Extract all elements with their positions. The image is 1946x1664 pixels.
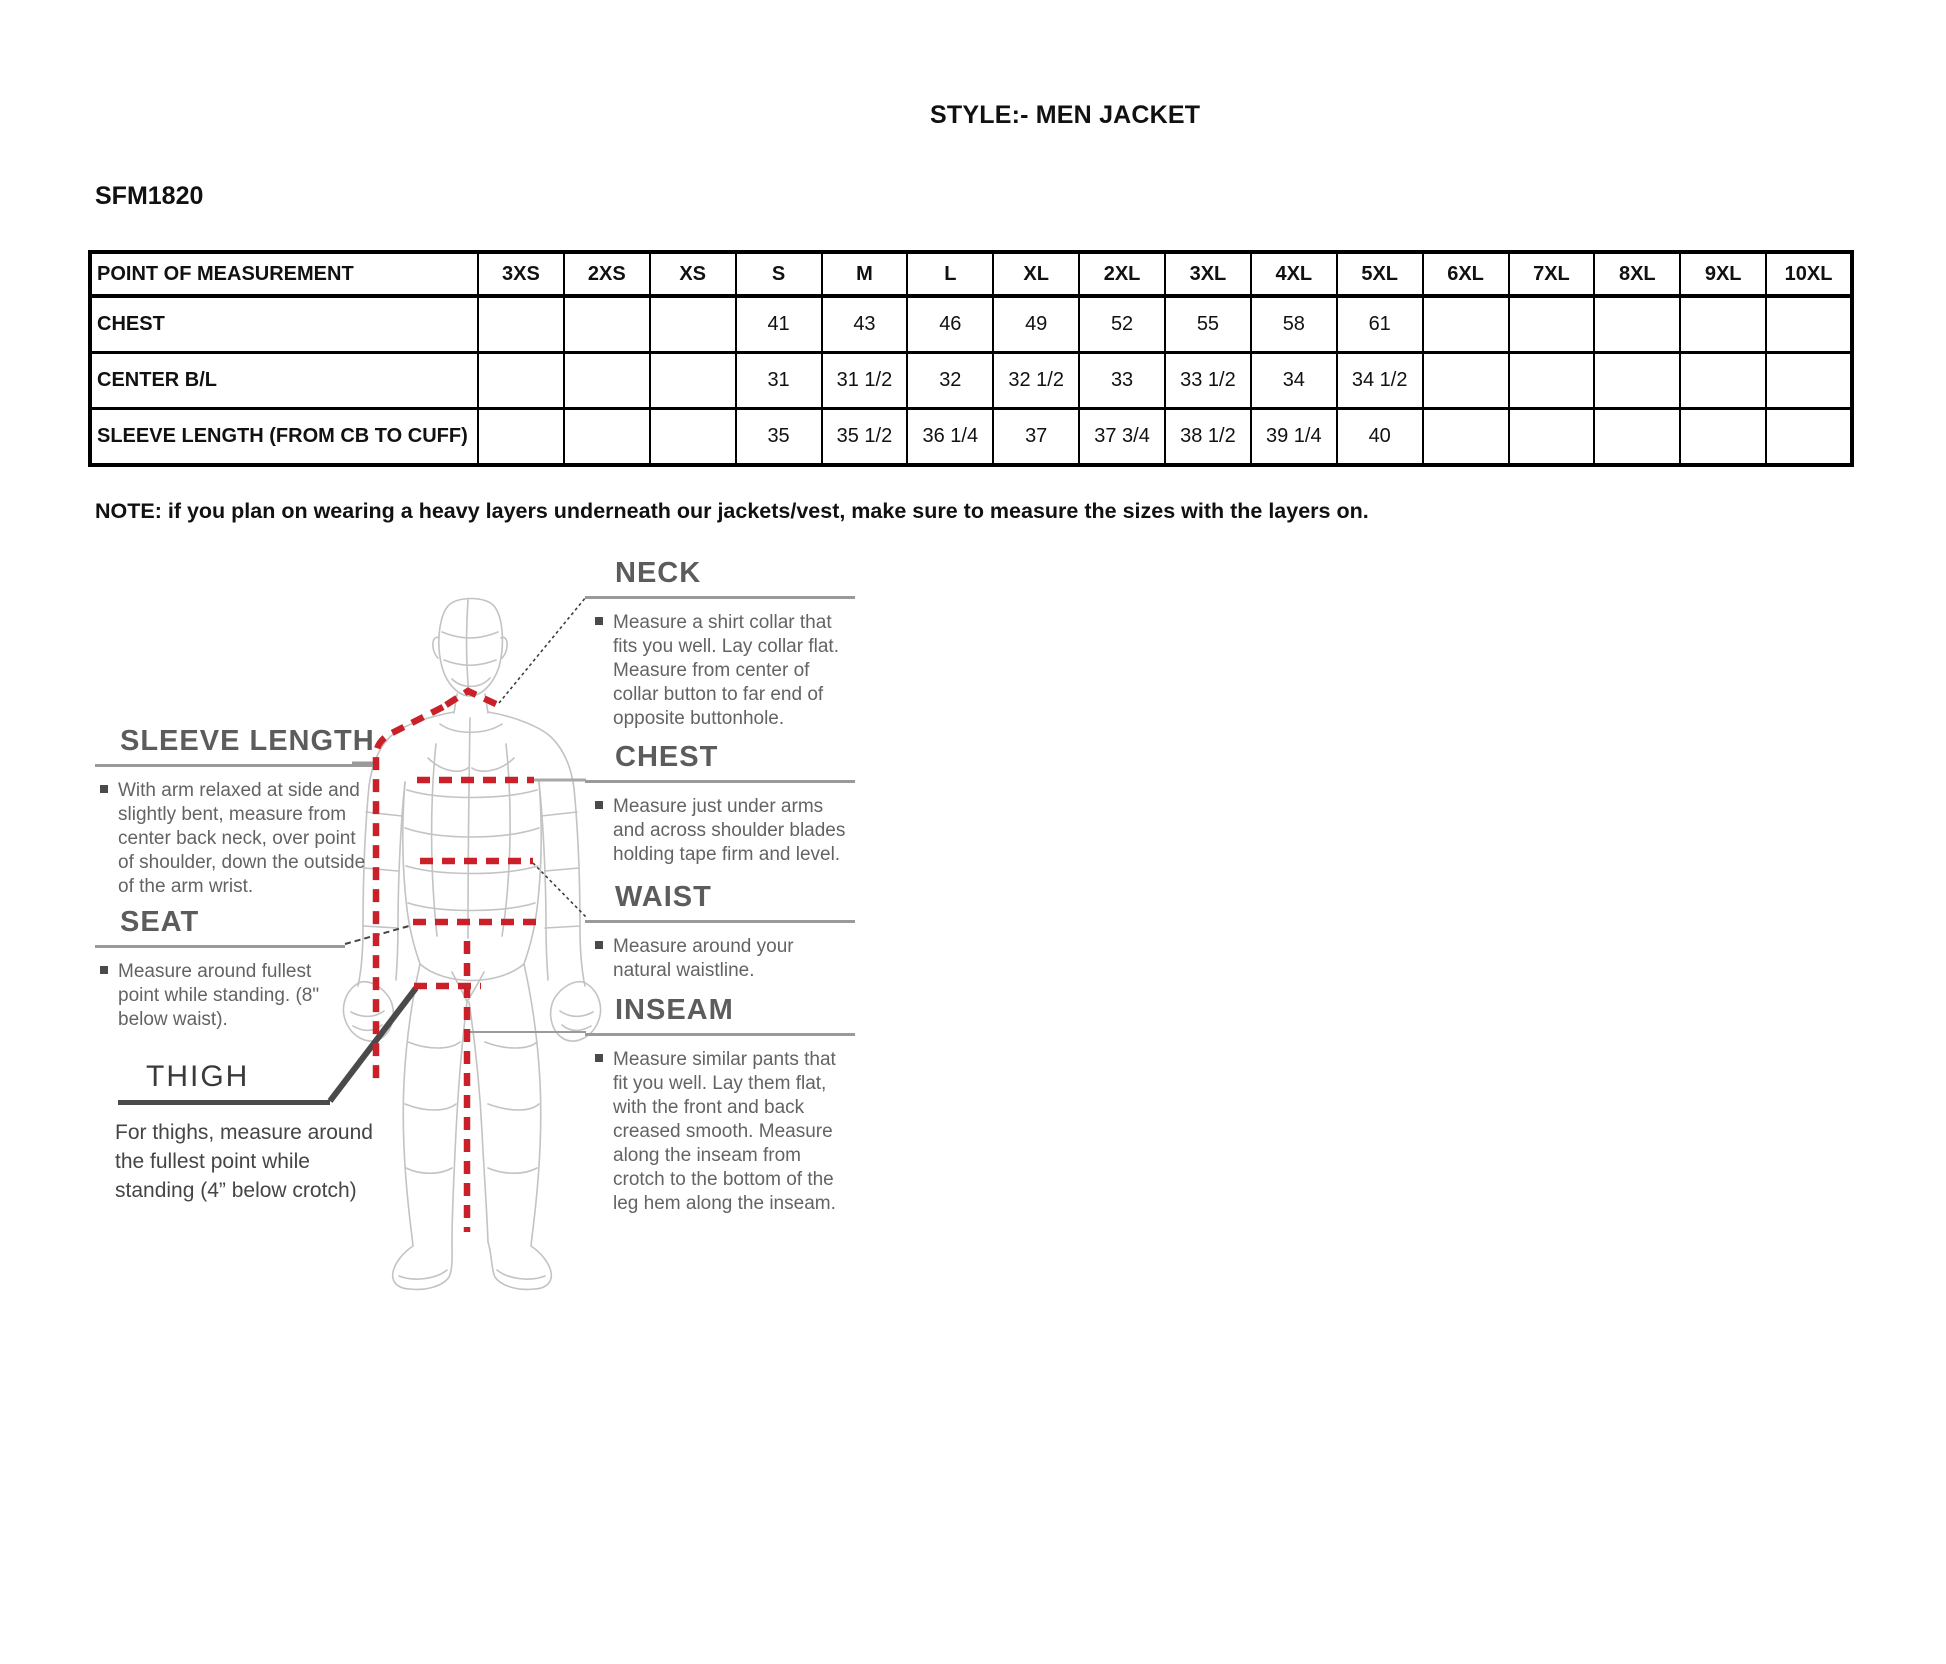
size-value: 35 1/2	[822, 409, 908, 466]
size-value	[650, 409, 736, 466]
guide-chest	[585, 741, 855, 867]
size-value: 46	[907, 296, 993, 353]
size-value	[564, 409, 650, 466]
size-value: 36 1/4	[907, 409, 993, 466]
row-label: CENTER B/L	[90, 353, 478, 409]
col-header-size: S	[736, 252, 822, 296]
size-value: 34	[1251, 353, 1337, 409]
size-value: 33	[1079, 353, 1165, 409]
col-header-size: 10XL	[1766, 252, 1852, 296]
size-value	[1594, 296, 1680, 353]
size-value	[1680, 296, 1766, 353]
size-value	[1594, 409, 1680, 466]
neck-dash-line	[446, 691, 498, 705]
row-label: CHEST	[90, 296, 478, 353]
size-value: 32	[907, 353, 993, 409]
row-label: SLEEVE LENGTH (FROM CB TO CUFF)	[90, 409, 478, 466]
guide-chest-text: Measure just under arms and across shoulder blades holding tape firm and level.	[613, 796, 846, 865]
bullet-square-icon	[595, 1054, 603, 1062]
size-value	[1423, 353, 1509, 409]
guide-sleeve-length-text: With arm relaxed at side and slightly bent, measure from center back neck, over point of shoulder, down the outside of the arm wrist.	[118, 780, 366, 897]
size-value: 38 1/2	[1165, 409, 1251, 466]
size-value: 37	[993, 409, 1079, 466]
guide-seat-heading: SEAT	[95, 906, 345, 948]
col-header-size: L	[907, 252, 993, 296]
guide-inseam-heading: INSEAM	[585, 994, 855, 1036]
size-value: 31 1/2	[822, 353, 908, 409]
body-wireframe	[343, 599, 600, 1290]
col-header-size: XL	[993, 252, 1079, 296]
col-header-size: 8XL	[1594, 252, 1680, 296]
size-value	[478, 296, 564, 353]
size-value	[1423, 409, 1509, 466]
guide-sleeve-length-heading: SLEEVE LENGTH	[95, 725, 373, 767]
size-value	[1509, 353, 1595, 409]
size-value: 55	[1165, 296, 1251, 353]
size-value: 43	[822, 296, 908, 353]
bullet-square-icon	[100, 785, 108, 793]
col-header-size: 9XL	[1680, 252, 1766, 296]
guide-neck	[585, 557, 855, 731]
size-value: 35	[736, 409, 822, 466]
table-row	[90, 353, 1852, 409]
size-value: 31	[736, 353, 822, 409]
guide-sleeve-length	[95, 725, 373, 899]
size-value	[650, 296, 736, 353]
col-header-size: 6XL	[1423, 252, 1509, 296]
size-value: 32 1/2	[993, 353, 1079, 409]
bullet-square-icon	[100, 966, 108, 974]
guide-seat	[95, 906, 345, 1032]
size-value	[1509, 409, 1595, 466]
col-header-size: 4XL	[1251, 252, 1337, 296]
size-value: 52	[1079, 296, 1165, 353]
col-header-size: 2XL	[1079, 252, 1165, 296]
guide-inseam-text: Measure similar pants that fit you well. Lay them flat, with the front and back creased smooth. Measure along the inseam from crotch to the bottom of the leg hem along the inseam.	[613, 1049, 836, 1214]
table-header-row	[90, 252, 1852, 296]
size-value: 58	[1251, 296, 1337, 353]
col-header-point-of-measurement: POINT OF MEASUREMENT	[90, 252, 478, 296]
size-value	[478, 409, 564, 466]
guide-thigh-heading: THIGH	[118, 1060, 330, 1105]
page-title: STYLE:- MEN JACKET	[930, 101, 1201, 129]
size-value	[1766, 353, 1852, 409]
guide-thigh-text: For thighs, measure around the fullest point while standing (4” below crotch)	[115, 1121, 373, 1202]
style-code: SFM1820	[95, 182, 204, 210]
note-text: NOTE: if you plan on wearing a heavy layers underneath our jackets/vest, make sure to measure the sizes with the layers on.	[95, 499, 1369, 523]
guide-chest-heading: CHEST	[585, 741, 855, 783]
size-value: 37 3/4	[1079, 409, 1165, 466]
neck-leader-line	[499, 597, 586, 703]
size-value: 61	[1337, 296, 1423, 353]
size-value: 33 1/2	[1165, 353, 1251, 409]
table-row	[90, 409, 1852, 466]
guide-neck-heading: NECK	[585, 557, 855, 599]
col-header-size: XS	[650, 252, 736, 296]
size-value: 40	[1337, 409, 1423, 466]
guide-waist	[585, 881, 855, 983]
size-value	[564, 296, 650, 353]
size-value	[1680, 409, 1766, 466]
size-value	[564, 353, 650, 409]
col-header-size: M	[822, 252, 908, 296]
size-value: 41	[736, 296, 822, 353]
measure-dash-lines	[376, 691, 538, 1232]
size-table	[88, 250, 1854, 467]
size-value: 39 1/4	[1251, 409, 1337, 466]
guide-thigh	[115, 1060, 373, 1206]
size-value	[1509, 296, 1595, 353]
col-header-size: 2XS	[564, 252, 650, 296]
size-value	[650, 353, 736, 409]
col-header-size: 3XS	[478, 252, 564, 296]
size-value	[1766, 409, 1852, 466]
bullet-square-icon	[595, 617, 603, 625]
col-header-size: 7XL	[1509, 252, 1595, 296]
bullet-square-icon	[595, 941, 603, 949]
guide-inseam	[585, 994, 855, 1216]
guide-neck-text: Measure a shirt collar that fits you well. Lay collar flat. Measure from center of collar button to far end of opposite buttonhole.	[613, 612, 839, 729]
size-value	[1680, 353, 1766, 409]
guide-waist-heading: WAIST	[585, 881, 855, 923]
col-header-size: 5XL	[1337, 252, 1423, 296]
guide-waist-text: Measure around your natural waistline.	[613, 936, 794, 981]
bullet-square-icon	[595, 801, 603, 809]
guide-seat-text: Measure around fullest point while standing. (8" below waist).	[118, 961, 320, 1030]
table-row	[90, 296, 1852, 353]
size-value	[1423, 296, 1509, 353]
size-value: 34 1/2	[1337, 353, 1423, 409]
size-value	[1766, 296, 1852, 353]
size-value	[478, 353, 564, 409]
size-value: 49	[993, 296, 1079, 353]
size-value	[1594, 353, 1680, 409]
measurement-diagram	[80, 540, 1030, 1375]
col-header-size: 3XL	[1165, 252, 1251, 296]
